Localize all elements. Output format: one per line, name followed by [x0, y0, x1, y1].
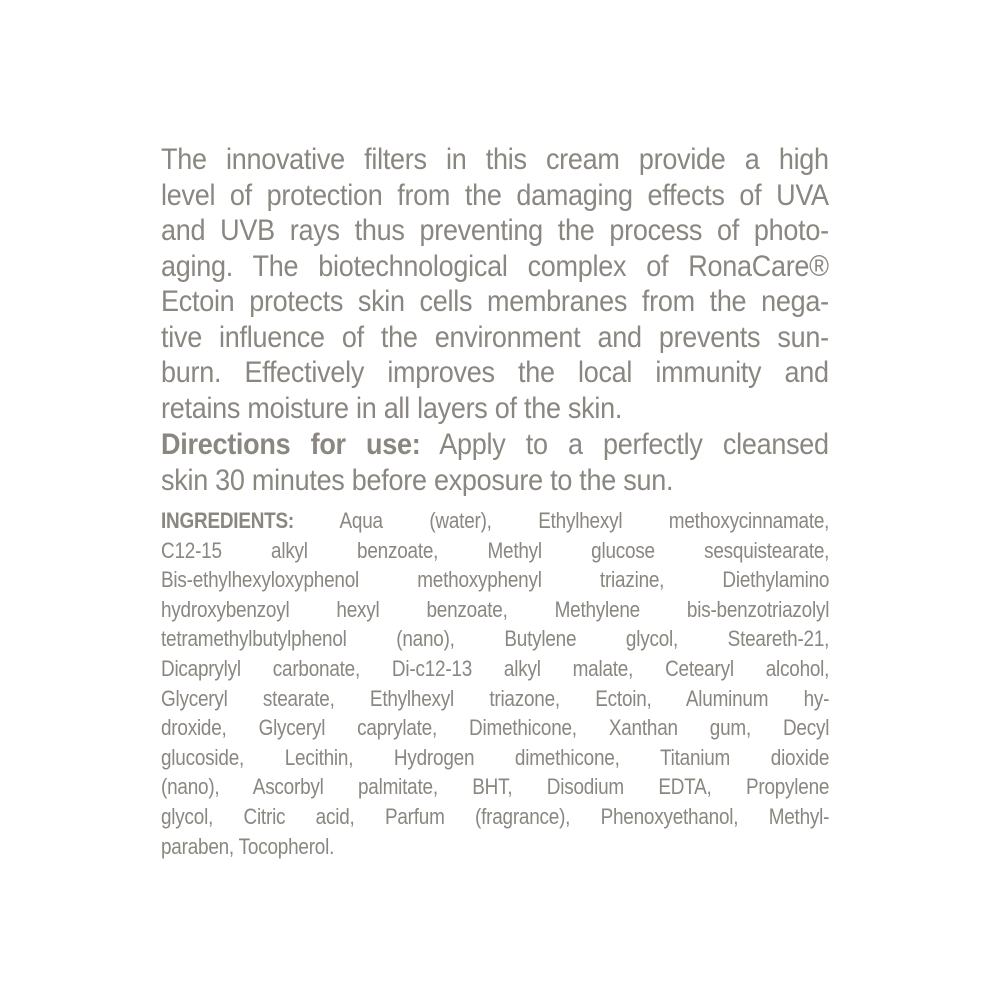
ingredients-list [161, 506, 829, 861]
description-line: tive influence of the environment and prevents sun- [161, 320, 829, 354]
directions-for-use [161, 427, 829, 498]
description-line: Ectoin protects skin cells membranes from the nega- [161, 285, 829, 318]
directions-text: Apply to a perfectly cleansed [420, 428, 829, 461]
directions-line: skin 30 minutes before exposure to the sun. [161, 463, 674, 497]
ingredients-line: (nano), Ascorbyl palmitate, BHT, Disodium EDTA, Propylene [161, 774, 830, 800]
product-description [161, 142, 829, 426]
ingredients-line: droxide, Glyceryl caprylate, Dimethicone, Xanthan gum, Decyl [161, 715, 830, 741]
description-line: The innovative filters in this cream provide a high [161, 143, 829, 176]
ingredients-text: Aqua (water), Ethylhexyl methoxycinnamate, [294, 508, 830, 533]
ingredients-line: tetramethylbutylphenol (nano), Butylene glycol, Steareth-21, [161, 626, 830, 652]
ingredients-line [161, 506, 829, 536]
ingredients-line: C12-15 alkyl benzoate, Methyl glucose sesquistearate, [161, 537, 830, 563]
description-line: level of protection from the damaging effects of UVA [161, 178, 829, 212]
description-line: burn. Effectively improves the local immunity and [161, 356, 829, 389]
ingredients-line: glycol, Citric acid, Parfum (fragrance), Phenoxyethanol, Methyl- [161, 803, 830, 829]
ingredients-line: Bis-ethylhexyloxyphenol methoxyphenyl triazine, Diethylamino [161, 567, 830, 593]
directions-line [161, 427, 829, 463]
description-line: retains moisture in all layers of the skin. [161, 391, 623, 425]
description-line: aging. The biotechnological complex of RonaCare® [161, 249, 829, 283]
ingredients-line: glucoside, Lecithin, Hydrogen dimethicone, Titanium dioxide [161, 744, 830, 770]
ingredients-line: paraben, Tocopherol. [161, 833, 335, 859]
ingredients-heading: INGREDIENTS: [161, 508, 295, 533]
directions-heading: Directions for use: [161, 428, 421, 461]
ingredients-line: hydroxybenzoyl hexyl benzoate, Methylene bis-benzotriazolyl [161, 596, 830, 622]
description-line: and UVB rays thus preventing the process of photo- [161, 214, 829, 247]
ingredients-line: Glyceryl stearate, Ethylhexyl triazone, Ectoin, Aluminum hy- [161, 685, 830, 711]
ingredients-line: Dicaprylyl carbonate, Di-c12-13 alkyl malate, Cetearyl alcohol, [161, 655, 830, 681]
